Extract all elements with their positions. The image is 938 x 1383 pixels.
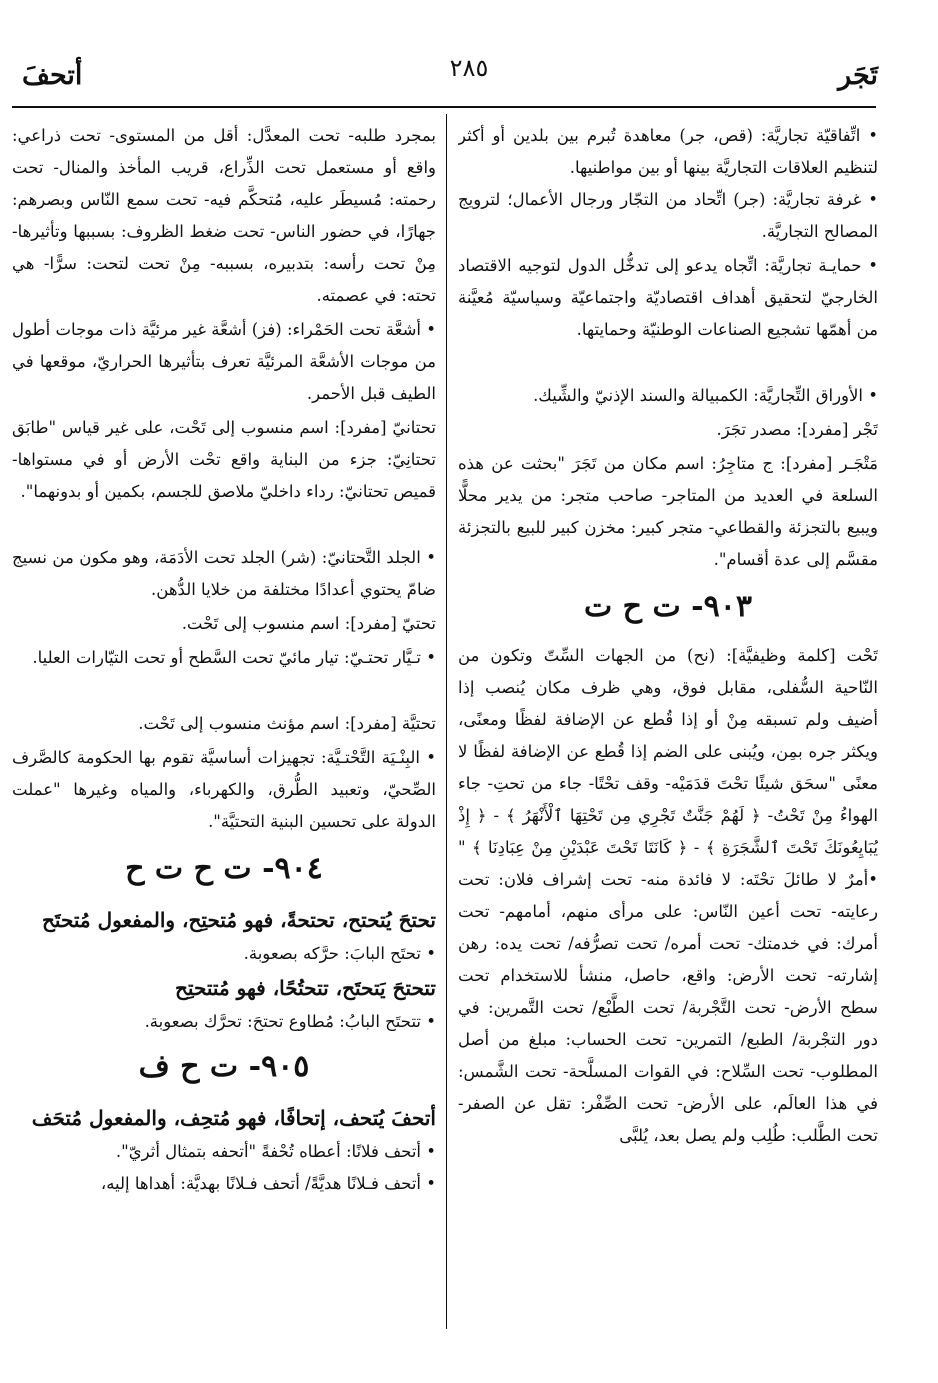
right-column xyxy=(458,120,878,1250)
section-heading-904: ٩٠٤- ت ح ت ح xyxy=(125,851,323,886)
entry-tahtaha-bab: • تحتَح البابَ: حرَّكه بصعوبة. xyxy=(243,944,436,963)
entry-matjar: مَتْجَـر [مفرد]: ج متاجِرُ: اسم مكان من تَجَرَ "بحثت عن هذه السلعة في العديد من المتاجر- صاحب متجر: من يدير محلًّا ويبيع بالتجزئة والقطاعي- متجر كبير: مخزن كبير للبيع بالتجزئة مقسَّم إلى عدة أقسام". xyxy=(458,454,878,569)
entry-tatahtaha-bab: • تتحتَح البابُ: مُطاوع تحتحَ: تحرَّك بصعوبة. xyxy=(144,1012,436,1031)
entry-tatahtaha-verb: تتحتحَ يَتحتَح، تتحتُحًا، فهو مُتتحتِح xyxy=(175,976,436,1000)
header-guide-word-right: تَجَر xyxy=(838,60,878,91)
entry-infrared-rays: • أشعَّة تحت الحَمْراء: (فز) أشعَّة غير مرئيَّة ذات موجات أطول من موجات الأشعَّة المرئيَّة تعرف بتأثيرها الحراريّ، موقعها في الطيف قبل الأحمر. xyxy=(12,320,436,403)
page-number: ٢٨٥ xyxy=(449,54,489,82)
entry-chamber-of-commerce: • غرفة تجاريَّة: (جر) اتِّحاد من التجّار ورجال الأعمال؛ لترويج المصالح التجاريَّة. xyxy=(458,190,878,241)
entry-trade-agreement: • اتِّفاقيّة تجاريَّة: (قص، جر) معاهدة تُبرم بين بلدين أو أكثر لتنظيم العلاقات التجاريَّة بينها أو بين مواطنيها. xyxy=(458,126,878,177)
entry-taht-continued: بمجرد طلبه- تحت المعدَّل: أقل من المستوى- تحت ذراعي: واقع أو مستعمل تحت الذِّراع، قريب المأخذ والمنال- تحت رحمته: مُسيطَر عليه، مُتحكَّم فيه- تحت سمع النّاس وبصرهم: جهارًا، في حضور الناس- تحت ضغط الظروف: بسببها وتأثيرها- مِنْ تحت رأسه: بتدبيره، بسببه- مِنْ تحت لتحت: سرًّا- هي تحته: في عصمته. xyxy=(12,126,436,305)
entry-taht: تَحْت [كلمة وظيفيَّة]: (نح) من الجهات السِّتّ وتكون من النّاحية السُّفلى، مقابل فوق، وهي ظرف مكان يُنصب إذا أضيف ولم تسبقه مِنْ أو إذا قُطع عن الإضافة لفظًا ومعنًى، ويكثر جره بمِن، ويُبنى على الضم إذا قُطع عن الإضافة لفظًا لا معنًى "سحَق شيئًا تحْتَ قدَمَيْه- وقف تحْتًا- جاء من تحتِ- جاء الهواءُ مِنْ تَحْتُ- ﴿ لَهُمْ جَنَّتٌ تَجْرِي مِن تَحْتِهَا ٱلْأَنْهَرُ ﴾ - ﴿ إِذْ يُبَايِعُونَكَ تَحْتَ ٱلشَّجَرَةِ ﴾ - ﴿ كَانَتَا تَحْتَ عَبْدَيْنِ مِنْ عِبَادِنَا ﴾ " •أمرٌ لا طائلَ تحْتَه: لا فائدة منه- تحت إشراف فلان: تحت رعايته- تحت أعين النّاس: على مرأى منهم، أمامهم- تحت أمرك: في خدمتك- تحت أمره/ تحت تصرُّفه/ تحت يده: رهن إشارته- تحت الأرض: واقع، حاصل، منشأ للاستخدام تحت سطح الأرض- تحت التَّجْربة/ تحت الطَّبْع/ تحت التَّمرين: في دور التجْربة/ الطبع/ التمرين- تحت الحساب: مبلغ من أصل المطلوب- تحت السِّلاح: في القوات المسلَّحة- تحت الشَّمس: في هذا العالَم، على الأرض- تحت الصِّفْر: تقل عن الصفر- تحت الطَّلب: طُلِب ولم يصل بعد، يُلبَّى xyxy=(458,646,878,1145)
entry-undercurrent: • تـيَّار تحتـيّ: تيار مائيّ تحت السَّطح أو تحت التيّارات العليا. xyxy=(32,648,436,667)
section-heading-903: ٩٠٣- ت ح ت xyxy=(584,589,752,624)
entry-tahtiyya: تحتيَّة [مفرد]: اسم مؤنث منسوب إلى تَحْت. xyxy=(138,714,436,733)
left-column xyxy=(12,120,436,1200)
entry-subcutaneous-skin: • الجلد التَّحتانيّ: (شر) الجلد تحت الأدَمَة، وهو مكون من نسيج ضامّ يحتوي أعدادًا مختلفة من خلايا الدُّهن. xyxy=(12,548,436,599)
header-guide-word-left: أتحفَ xyxy=(22,60,83,91)
entry-tahtani: تحتانيّ [مفرد]: اسم منسوب إلى تَحْت، على غير قياس "طابَق تحتانِيّ: جزء من البناية واقع تحْت الأرض أو في مستواها- قميص تحتانيّ: رداء داخليّ ملاصق للجسم، بكمين أو بدونهما". xyxy=(12,418,436,501)
entry-trade-protection: • حمايـة تجاريَّة: اتِّجاه يدعو إلى تدخُّل الدول لتوجيه الاقتصاد الخارجيّ لتحقيق أهداف اقتصاديّة واجتماعيّة وسياسيّة مُعيَّنة من أهمّها تشجيع الصناعات الوطنيّة وحمايتها. xyxy=(458,256,878,339)
column-divider xyxy=(446,114,447,1329)
entry-tahtaha-verb: تحتحَ يُتحتح، تحتحةً، فهو مُتحتِح، والمفعول مُتحتَح xyxy=(42,908,436,932)
entry-athafa-hadiyya: • أتحف فـلانًا هديَّةً/ أتحف فـلانًا بهديَّة: أهداها إليه، xyxy=(100,1174,436,1193)
entry-tajr: تَجْر [مفرد]: مصدر تجَرَ. xyxy=(716,420,878,439)
header-rule xyxy=(12,106,876,108)
section-heading-905: ٩٠٥- ت ح ف xyxy=(138,1049,310,1084)
entry-commercial-papers: • الأوراق التِّجاريَّة: الكمبيالة والسند الإذنيّ والشِّيك. xyxy=(533,386,878,405)
entry-athafa-verb: أتحفَ يُتحف، إتحافًا، فهو مُتحِف، والمفعول مُتحَف xyxy=(31,1106,436,1130)
entry-athafa-fulanan: • أتحف فلانًا: أعطاه تُحْفةً "أتحفه بتمثال أثريّ". xyxy=(115,1142,436,1161)
entry-infrastructure: • البِنْـيَة التَّحْتـيَّة: تجهيزات أساسيَّة تقوم بها الحكومة كالصَّرف الصِّحيّ، وتعبيد الطُّرق، والكهرباء، والمياه وغيرها "عملت الدولة على تحسين البنية التحتيَّة". xyxy=(12,748,436,831)
entry-tahti: تحتيّ [مفرد]: اسم منسوب إلى تَحْت. xyxy=(181,614,436,633)
